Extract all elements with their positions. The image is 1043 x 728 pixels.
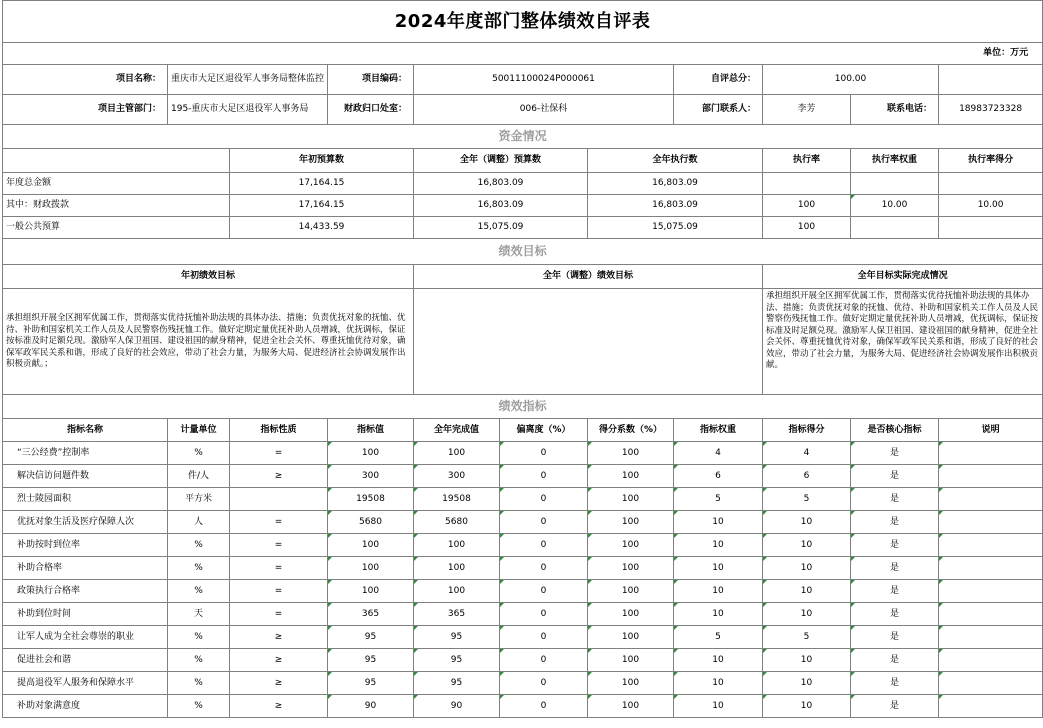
indicator-core[interactable]: 是 xyxy=(851,442,939,465)
indicator-note[interactable] xyxy=(939,626,1043,649)
funds-cell[interactable]: 17,164.15 xyxy=(230,173,414,195)
funds-cell[interactable]: 10.00 xyxy=(939,195,1043,217)
ind-header-value: 指标值 xyxy=(328,419,414,442)
funds-cell[interactable] xyxy=(851,173,939,195)
indicator-value[interactable]: 95 xyxy=(328,649,414,672)
table-row xyxy=(3,534,1043,557)
indicator-note[interactable] xyxy=(939,649,1043,672)
indicator-core[interactable]: 是 xyxy=(851,488,939,511)
indicator-deviation[interactable]: 0 xyxy=(500,603,588,626)
self-score-value[interactable]: 100.00 xyxy=(763,65,939,95)
table-row xyxy=(3,672,1043,695)
indicator-coefficient[interactable]: 100 xyxy=(588,672,674,695)
indicator-nature[interactable]: = xyxy=(230,557,328,580)
contact-label: 部门联系人： xyxy=(674,95,763,125)
indicator-deviation[interactable]: 0 xyxy=(500,695,588,718)
ind-header-weight: 指标权重 xyxy=(674,419,763,442)
indicator-name[interactable]: 补助对象满意度 xyxy=(3,695,168,718)
indicator-score[interactable]: 10 xyxy=(763,580,851,603)
funds-row-label: 一般公共预算 xyxy=(3,217,230,239)
indicator-deviation[interactable]: 0 xyxy=(500,488,588,511)
indicator-score[interactable]: 5 xyxy=(763,626,851,649)
indicator-actual[interactable]: 5680 xyxy=(414,511,500,534)
indicator-note[interactable] xyxy=(939,603,1043,626)
goals-initial-text[interactable]: 承担组织开展全区拥军优属工作，贯彻落实优待抚恤补助法规的具体办法、措施；负责优抚对象的抚恤、优待、补助和国家机关工作人员及人民警察伤残抚恤工作。做好定期定量优抚补助人员增减，优抚调标，保证按标准及时足额兑现。激励军人保卫祖国、建设祖国的献身精神，促进全社会关怀、尊重抚恤优待对象，确保军政军民关系和谐，形成了良好的社会效应，带动了社会力量，为服务大局、促进经济社会协调发展作出积极贡献。； xyxy=(3,289,414,395)
indicator-value[interactable]: 300 xyxy=(328,465,414,488)
indicator-coefficient[interactable]: 100 xyxy=(588,557,674,580)
table-row xyxy=(3,603,1043,626)
indicator-weight[interactable]: 10 xyxy=(674,672,763,695)
self-score-label: 自评总分： xyxy=(674,65,763,95)
indicator-unit[interactable]: % xyxy=(168,672,230,695)
funds-cell[interactable]: 15,075.09 xyxy=(588,217,763,239)
indicator-core[interactable]: 是 xyxy=(851,649,939,672)
indicator-name[interactable]: 补助按时到位率 xyxy=(3,534,168,557)
indicator-actual[interactable]: 100 xyxy=(414,580,500,603)
indicator-name[interactable]: 促进社会和谐 xyxy=(3,649,168,672)
goals-header-adjusted: 全年（调整）绩效目标 xyxy=(414,265,763,289)
empty-cell[interactable] xyxy=(939,65,1043,95)
indicator-deviation[interactable]: 0 xyxy=(500,557,588,580)
indicator-nature[interactable]: = xyxy=(230,511,328,534)
indicator-unit[interactable]: 天 xyxy=(168,603,230,626)
indicator-weight[interactable]: 10 xyxy=(674,695,763,718)
section-goals: 绩效目标 xyxy=(3,239,1043,265)
funds-cell[interactable]: 16,803.09 xyxy=(414,195,588,217)
indicator-score[interactable]: 6 xyxy=(763,465,851,488)
ind-header-unit: 计量单位 xyxy=(168,419,230,442)
funds-header-rate: 执行率 xyxy=(763,149,851,173)
indicator-value[interactable]: 100 xyxy=(328,580,414,603)
indicator-note[interactable] xyxy=(939,442,1043,465)
indicator-value[interactable]: 100 xyxy=(328,534,414,557)
indicator-core[interactable]: 是 xyxy=(851,465,939,488)
table-row xyxy=(3,442,1043,465)
indicator-weight[interactable]: 10 xyxy=(674,603,763,626)
indicator-core[interactable]: 是 xyxy=(851,603,939,626)
indicator-value[interactable]: 365 xyxy=(328,603,414,626)
funds-cell[interactable]: 10.00 xyxy=(851,195,939,217)
indicator-deviation[interactable]: 0 xyxy=(500,672,588,695)
indicator-coefficient[interactable]: 100 xyxy=(588,534,674,557)
indicator-unit[interactable]: 平方米 xyxy=(168,488,230,511)
indicator-nature[interactable]: = xyxy=(230,580,328,603)
indicator-core[interactable]: 是 xyxy=(851,626,939,649)
table-row xyxy=(3,649,1043,672)
indicator-actual[interactable]: 95 xyxy=(414,649,500,672)
contact-value[interactable]: 李芳 xyxy=(763,95,851,125)
indicator-unit[interactable]: % xyxy=(168,580,230,603)
funds-cell[interactable]: 16,803.09 xyxy=(414,173,588,195)
indicator-unit[interactable]: % xyxy=(168,626,230,649)
indicator-actual[interactable]: 95 xyxy=(414,626,500,649)
indicator-coefficient[interactable]: 100 xyxy=(588,488,674,511)
ind-header-note: 说明 xyxy=(939,419,1043,442)
funds-cell[interactable] xyxy=(939,173,1043,195)
indicator-name[interactable]: 烈士陵园面积 xyxy=(3,488,168,511)
finance-label: 财政归口处室： xyxy=(328,95,414,125)
indicator-unit[interactable]: 件/人 xyxy=(168,465,230,488)
evaluation-table xyxy=(2,0,1043,718)
indicator-name[interactable]: 解决信访问题件数 xyxy=(3,465,168,488)
indicator-name[interactable]: 让军人成为全社会尊崇的职业 xyxy=(3,626,168,649)
indicator-nature[interactable]: ≥ xyxy=(230,672,328,695)
indicator-note[interactable] xyxy=(939,534,1043,557)
table-row xyxy=(3,580,1043,603)
funds-row-label: 年度总金额 xyxy=(3,173,230,195)
indicator-name[interactable]: 政策执行合格率 xyxy=(3,580,168,603)
indicator-core[interactable]: 是 xyxy=(851,580,939,603)
indicator-deviation[interactable]: 0 xyxy=(500,465,588,488)
dept-label: 项目主管部门： xyxy=(3,95,168,125)
project-name-value[interactable]: 重庆市大足区退役军人事务局整体监控 xyxy=(168,65,328,95)
indicator-unit[interactable]: % xyxy=(168,442,230,465)
indicator-unit[interactable]: 人 xyxy=(168,511,230,534)
indicator-weight[interactable]: 10 xyxy=(674,534,763,557)
funds-cell[interactable]: 16,803.09 xyxy=(588,195,763,217)
section-funds: 资金情况 xyxy=(3,125,1043,149)
dept-value[interactable]: 195-重庆市大足区退役军人事务局 xyxy=(168,95,328,125)
funds-cell[interactable]: 15,075.09 xyxy=(414,217,588,239)
indicator-score[interactable]: 10 xyxy=(763,511,851,534)
ind-header-name: 指标名称 xyxy=(3,419,168,442)
goals-header-actual: 全年目标实际完成情况 xyxy=(763,265,1043,289)
indicator-note[interactable] xyxy=(939,488,1043,511)
goals-actual-text[interactable]: 承担组织开展全区拥军优属工作，贯彻落实优待抚恤补助法规的具体办法、措施；负责优抚对象的抚恤、优待、补助和国家机关工作人员及人民警察伤残抚恤工作。做好定期定量优抚补助人员增减，优抚调标，保证按标准及时足额兑现。激励军人保卫祖国、建设祖国的献身精神，促进全社会关怀、尊重抚恤优待对象，确保军政军民关系和谐，形成了良好的社会效应，带动了社会力量，为服务大局、促进经济社会协调发展作出积极贡献。 xyxy=(763,289,1043,395)
indicator-coefficient[interactable]: 100 xyxy=(588,649,674,672)
ind-header-core: 是否核心指标 xyxy=(851,419,939,442)
funds-cell[interactable]: 100 xyxy=(763,217,851,239)
finance-value[interactable]: 006-社保科 xyxy=(414,95,674,125)
indicator-nature[interactable]: = xyxy=(230,534,328,557)
indicator-note[interactable] xyxy=(939,557,1043,580)
indicator-unit[interactable]: % xyxy=(168,534,230,557)
indicator-nature[interactable]: = xyxy=(230,603,328,626)
indicator-deviation[interactable]: 0 xyxy=(500,511,588,534)
indicator-score[interactable]: 10 xyxy=(763,557,851,580)
indicator-core[interactable]: 是 xyxy=(851,511,939,534)
funds-cell[interactable]: 100 xyxy=(763,195,851,217)
indicator-score[interactable]: 10 xyxy=(763,695,851,718)
indicator-coefficient[interactable]: 100 xyxy=(588,511,674,534)
indicator-actual[interactable]: 100 xyxy=(414,557,500,580)
indicator-deviation[interactable]: 0 xyxy=(500,442,588,465)
indicator-value[interactable]: 100 xyxy=(328,557,414,580)
indicator-actual[interactable]: 95 xyxy=(414,672,500,695)
indicator-actual[interactable]: 300 xyxy=(414,465,500,488)
indicator-actual[interactable]: 90 xyxy=(414,695,500,718)
indicator-value[interactable]: 5680 xyxy=(328,511,414,534)
indicator-weight[interactable]: 10 xyxy=(674,511,763,534)
indicator-name[interactable]: 提高退役军人服务和保障水平 xyxy=(3,672,168,695)
indicator-value[interactable]: 90 xyxy=(328,695,414,718)
indicator-actual[interactable]: 365 xyxy=(414,603,500,626)
funds-cell[interactable] xyxy=(939,217,1043,239)
indicator-nature[interactable]: ≥ xyxy=(230,649,328,672)
indicator-unit[interactable]: % xyxy=(168,695,230,718)
funds-header-executed: 全年执行数 xyxy=(588,149,763,173)
indicator-coefficient[interactable]: 100 xyxy=(588,580,674,603)
goals-header-initial: 年初绩效目标 xyxy=(3,265,414,289)
indicator-actual[interactable]: 100 xyxy=(414,534,500,557)
table-row xyxy=(3,465,1043,488)
indicator-score[interactable]: 10 xyxy=(763,672,851,695)
ind-header-nature: 指标性质 xyxy=(230,419,328,442)
table-row xyxy=(3,488,1043,511)
indicator-deviation[interactable]: 0 xyxy=(500,534,588,557)
funds-cell[interactable] xyxy=(763,173,851,195)
indicator-deviation[interactable]: 0 xyxy=(500,626,588,649)
goals-adjusted-text[interactable] xyxy=(414,289,763,395)
indicator-actual[interactable]: 19508 xyxy=(414,488,500,511)
funds-cell[interactable]: 16,803.09 xyxy=(588,173,763,195)
indicator-score[interactable]: 10 xyxy=(763,603,851,626)
indicator-unit[interactable]: % xyxy=(168,557,230,580)
section-indicators: 绩效指标 xyxy=(3,395,1043,419)
funds-header-initial: 年初预算数 xyxy=(230,149,414,173)
ind-header-deviation: 偏离度（%） xyxy=(500,419,588,442)
indicator-coefficient[interactable]: 100 xyxy=(588,626,674,649)
indicator-coefficient[interactable]: 100 xyxy=(588,442,674,465)
indicator-score[interactable]: 4 xyxy=(763,442,851,465)
funds-cell[interactable]: 14,433.59 xyxy=(230,217,414,239)
project-code-label: 项目编码： xyxy=(328,65,414,95)
indicator-nature[interactable]: ≥ xyxy=(230,695,328,718)
indicator-weight[interactable]: 10 xyxy=(674,649,763,672)
ind-header-actual: 全年完成值 xyxy=(414,419,500,442)
indicator-core[interactable]: 是 xyxy=(851,695,939,718)
table-row xyxy=(3,557,1043,580)
indicator-value[interactable]: 100 xyxy=(328,442,414,465)
indicator-core[interactable]: 是 xyxy=(851,534,939,557)
indicator-value[interactable]: 95 xyxy=(328,672,414,695)
indicator-weight[interactable]: 10 xyxy=(674,580,763,603)
indicator-weight[interactable]: 10 xyxy=(674,557,763,580)
indicator-name[interactable]: 优抚对象生活及医疗保障人次 xyxy=(3,511,168,534)
funds-cell[interactable] xyxy=(851,217,939,239)
indicator-coefficient[interactable]: 100 xyxy=(588,695,674,718)
phone-value[interactable]: 18983723328 xyxy=(939,95,1043,125)
indicator-coefficient[interactable]: 100 xyxy=(588,465,674,488)
indicator-weight[interactable]: 6 xyxy=(674,465,763,488)
table-row xyxy=(3,695,1043,718)
indicator-weight[interactable]: 5 xyxy=(674,626,763,649)
indicator-note[interactable] xyxy=(939,695,1043,718)
funds-cell[interactable]: 17,164.15 xyxy=(230,195,414,217)
indicator-core[interactable]: 是 xyxy=(851,557,939,580)
indicator-core[interactable]: 是 xyxy=(851,672,939,695)
indicator-nature[interactable]: ≥ xyxy=(230,465,328,488)
indicator-score[interactable]: 5 xyxy=(763,488,851,511)
funds-header-blank xyxy=(3,149,230,173)
indicator-nature[interactable]: = xyxy=(230,442,328,465)
indicator-unit[interactable]: % xyxy=(168,649,230,672)
indicator-note[interactable] xyxy=(939,511,1043,534)
ind-header-score: 指标得分 xyxy=(763,419,851,442)
indicator-name[interactable]: 补助到位时间 xyxy=(3,603,168,626)
table-row xyxy=(3,626,1043,649)
ind-header-coefficient: 得分系数（%） xyxy=(588,419,674,442)
indicator-note[interactable] xyxy=(939,580,1043,603)
project-code-value[interactable]: 50011100024P000061 xyxy=(414,65,674,95)
indicator-weight[interactable]: 4 xyxy=(674,442,763,465)
indicator-deviation[interactable]: 0 xyxy=(500,580,588,603)
funds-row-label: 其中：财政拨款 xyxy=(3,195,230,217)
page-title: 2024年度部门整体绩效自评表 xyxy=(3,1,1043,43)
indicator-value[interactable]: 95 xyxy=(328,626,414,649)
project-name-label: 项目名称： xyxy=(3,65,168,95)
phone-label: 联系电话： xyxy=(851,95,939,125)
funds-header-score: 执行率得分 xyxy=(939,149,1043,173)
indicator-actual[interactable]: 100 xyxy=(414,442,500,465)
indicator-nature[interactable] xyxy=(230,488,328,511)
indicator-name[interactable]: 补助合格率 xyxy=(3,557,168,580)
indicator-score[interactable]: 10 xyxy=(763,649,851,672)
indicator-deviation[interactable]: 0 xyxy=(500,649,588,672)
funds-header-weight: 执行率权重 xyxy=(851,149,939,173)
indicator-nature[interactable]: ≥ xyxy=(230,626,328,649)
indicator-value[interactable]: 19508 xyxy=(328,488,414,511)
table-row xyxy=(3,511,1043,534)
indicator-score[interactable]: 10 xyxy=(763,534,851,557)
indicator-name[interactable]: “三公经费”控制率 xyxy=(3,442,168,465)
indicator-note[interactable] xyxy=(939,465,1043,488)
indicator-coefficient[interactable]: 100 xyxy=(588,603,674,626)
indicator-weight[interactable]: 5 xyxy=(674,488,763,511)
indicator-note[interactable] xyxy=(939,672,1043,695)
unit-label: 单位：万元 xyxy=(3,43,1043,65)
funds-header-adjusted: 全年（调整）预算数 xyxy=(414,149,588,173)
